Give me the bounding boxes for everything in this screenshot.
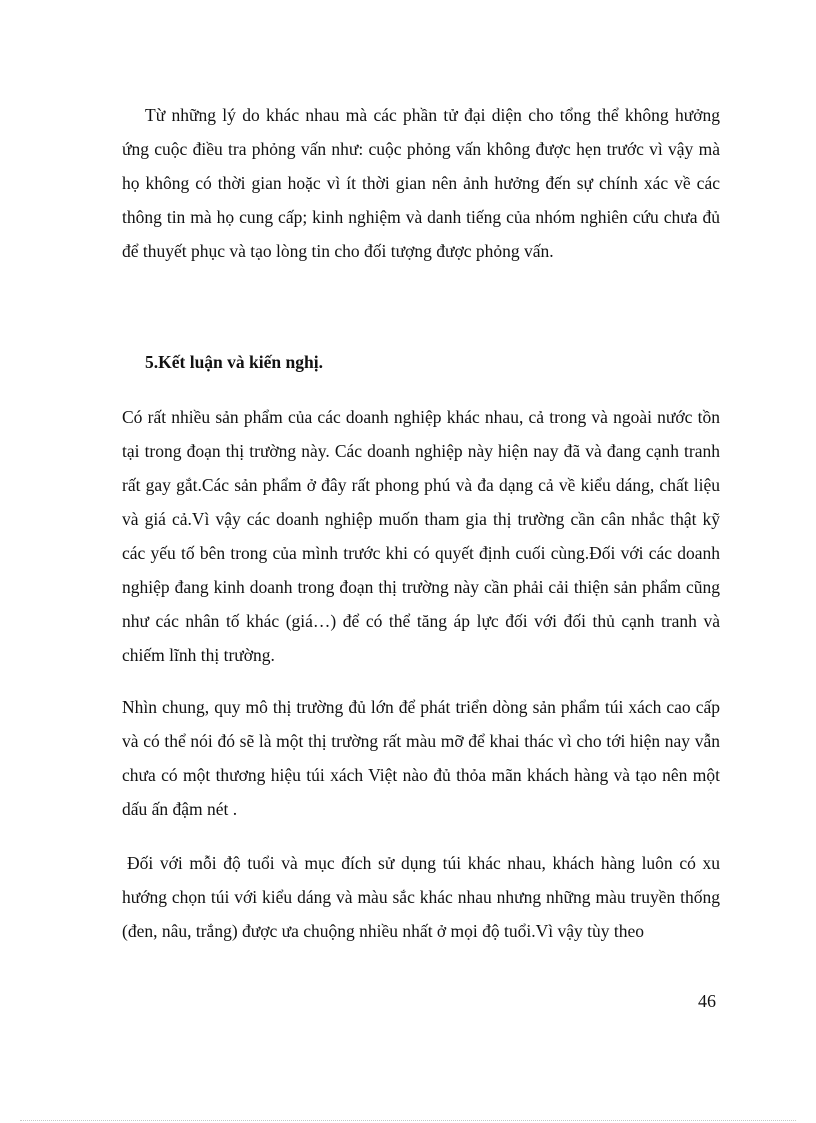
page-number: 46 xyxy=(698,991,716,1011)
paragraph-survey-response: Từ những lý do khác nhau mà các phần tử đại diện cho tổng thể không hưởng ứng cuộc điều tra phỏng vấn như: cuộc phỏng vấn không được hẹn trước vì vậy mà họ không có thời gian hoặc vì ít thời gian nên ảnh hưởng đến sự chính xác về các thông tin mà họ cung cấp; kinh nghiệm và danh tiếng của nhóm nghiên cứu chưa đủ để thuyết phục và tạo lòng tin cho đối tượng được phỏng vấn. xyxy=(122,105,720,261)
paragraph-market-size: Nhìn chung, quy mô thị trường đủ lớn để phát triển dòng sản phẩm túi xách cao cấp và có thể nói đó sẽ là một thị trường rất màu mỡ để khai thác vì cho tới hiện nay vẫn chưa có một thương hiệu túi xách Việt nào đủ thỏa mãn khách hàng và tạo nên một dấu ấn đậm nét . xyxy=(122,697,720,819)
section-heading: 5.Kết luận và kiến nghị. xyxy=(145,352,323,372)
page-bottom-divider xyxy=(20,1120,796,1121)
paragraph-competition: Có rất nhiều sản phẩm của các doanh nghiệp khác nhau, cả trong và ngoài nước tồn tại trong đoạn thị trường này. Các doanh nghiệp này hiện nay đã và đang cạnh tranh rất gay gắt.Các sản phẩm ở đây rất phong phú và đa dạng cả về kiểu dáng, chất liệu và giá cả.Vì vậy các doanh nghiệp muốn tham gia thị trường cần cân nhắc thật kỹ các yếu tố bên trong của mình trước khi có quyết định cuối cùng.Đối với các doanh nghiệp đang kinh doanh trong đoạn thị trường này cần phải cải thiện sản phẩm cũng như các nhân tố khác (giá…) để có thể tăng áp lực đối với đối thủ cạnh tranh và chiếm lĩnh thị trường. xyxy=(122,407,720,665)
paragraph-customer-preference: Đối với mỗi độ tuổi và mục đích sử dụng túi khác nhau, khách hàng luôn có xu hướng chọn túi với kiểu dáng và màu sắc khác nhau nhưng những màu truyền thống (đen, nâu, trắng) được ưa chuộng nhiều nhất ở mọi độ tuổi.Vì vậy tùy theo xyxy=(122,853,720,941)
